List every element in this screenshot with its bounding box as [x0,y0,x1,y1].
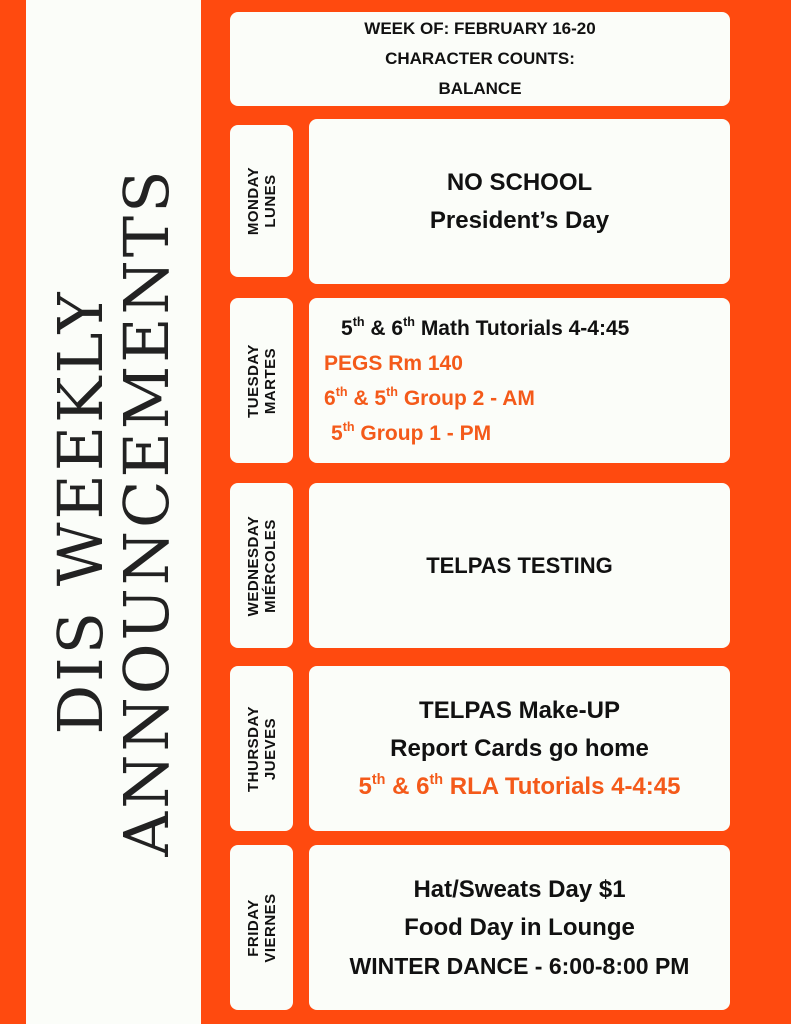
day-content-friday [309,845,730,1010]
day-en-wednesday: WEDNESDAY [244,515,262,616]
thursday-line-2: Report Cards go home [390,734,649,762]
day-tab-friday [230,845,293,1010]
thursday-line-1: TELPAS Make-UP [419,696,620,724]
day-content-monday [309,119,730,284]
day-en-friday: FRIDAY [244,898,262,957]
monday-line-1: NO SCHOOL [446,168,593,196]
day-content-thursday [309,666,730,831]
week-label: WEEK OF: FEBRUARY 16-20 [364,19,596,38]
day-es-thursday: JUEVES [261,717,279,780]
character-trait: BALANCE [438,79,522,98]
day-es-wednesday: MIÉRCOLES [261,518,279,613]
day-en-thursday: THURSDAY [244,705,262,792]
day-content-wednesday [309,483,730,648]
day-en-monday: MONDAY [244,166,262,236]
page-title [43,167,183,857]
week-header [230,12,730,106]
friday-line-2: Food Day in Lounge [404,913,635,941]
day-content-tuesday [309,298,730,463]
day-tab-monday [230,125,293,277]
day-es-friday: VIERNES [261,892,279,963]
friday-line-3: WINTER DANCE - 6:00-8:00 PM [349,952,690,979]
day-tab-thursday [230,666,293,831]
day-es-tuesday: MARTES [261,347,279,414]
day-label-wednesday [245,515,279,616]
title-line-1: DIS WEEKLY [43,289,117,735]
thursday-rla-line: 5th & 6th RLA Tutorials 4-4:45 [358,771,681,800]
tuesday-group1-line: 5th Group 1 - PM [331,419,492,445]
day-tab-tuesday [230,298,293,463]
monday-line-2: President’s Day [429,206,610,234]
wednesday-line-1: TELPAS TESTING [426,552,613,578]
day-en-tuesday: TUESDAY [244,343,262,418]
day-label-monday [245,167,279,235]
day-label-friday [245,893,279,962]
title-line-2: ANNOUNCEMENTS [109,167,183,857]
tuesday-pegs-line: PEGS Rm 140 [324,351,463,375]
tuesday-math-line: 5th & 6th Math Tutorials 4-4:45 [341,314,630,340]
title-wrap [26,0,201,1024]
character-counts-label: CHARACTER COUNTS: [385,49,575,68]
day-tab-wednesday [230,483,293,648]
tuesday-group2-line: 6th & 5th Group 2 - AM [324,384,535,410]
friday-line-1: Hat/Sweats Day $1 [413,875,626,903]
day-es-monday: LUNES [261,174,279,228]
day-label-thursday [245,706,279,792]
day-label-tuesday [245,344,279,418]
